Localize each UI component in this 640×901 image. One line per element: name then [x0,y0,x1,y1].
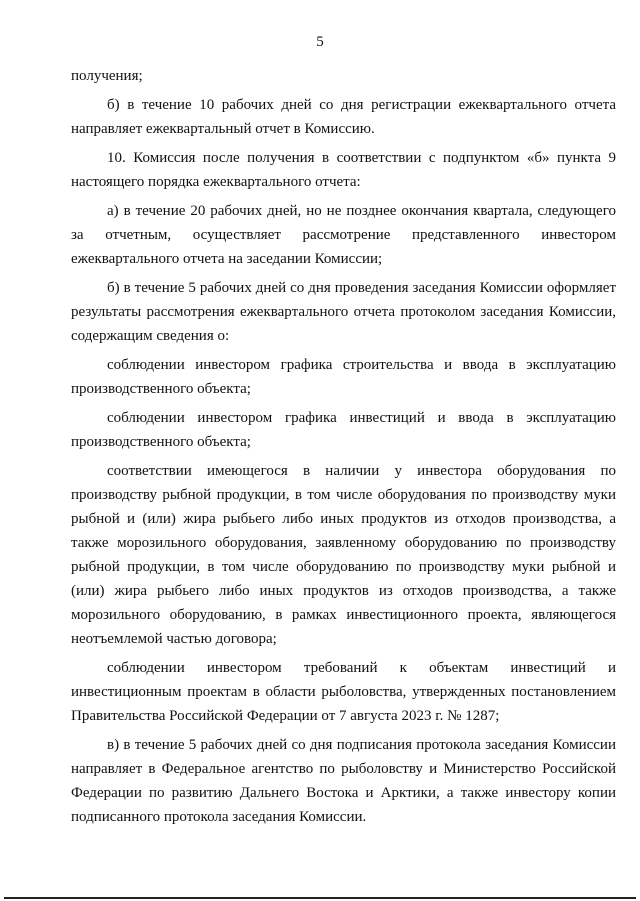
paragraph-subitem-a: а) в течение 20 рабочих дней, но не позднее окончания квартала, следующего за отчетным, осуществляет рассмотрение представленного инвестором ежеквартального отчета на заседании Комиссии; [71,203,616,267]
paragraph-item-10: 10. Комиссия после получения в соответствии с подпунктом «б» пункта 9 настоящего порядка ежеквартального отчета: [71,150,616,190]
paragraph-subitem-b-report: б) в течение 10 рабочих дней со дня регистрации ежеквартального отчета направляет ежеквартальный отчет в Комиссию. [71,97,616,137]
paragraph-continuation: получения; [71,68,143,84]
paragraph-equipment-compliance: соответствии имеющегося в наличии у инвестора оборудования по производству рыбной продукции, в том числе оборудования по производству муки рыбной и (или) жира рыбьего либо иных продуктов из отходов производства, а также морозильного оборудования, заявленному оборудованию по производству рыбной продукции, в том числе оборудованию по производству муки рыбной и (или) жира рыбьего либо иных продуктов из отходов производства, а также морозильного оборудованию, в рамках инвестиционного проекта, являющегося неотъемлемой частью договора; [71,463,616,647]
paragraph-requirements-compliance: соблюдении инвестором требований к объектам инвестиций и инвестиционным проектам в области рыболовства, утвержденных постановлением Правительства Российской Федерации от 7 августа 2023 г. № 1287; [71,660,616,724]
document-body [71,64,616,829]
paragraph-construction-schedule: соблюдении инвестором графика строительства и ввода в эксплуатацию производственного объекта; [71,357,616,397]
page-number: 5 [316,34,324,50]
paragraph-investment-schedule: соблюдении инвестором графика инвестиций и ввода в эксплуатацию производственного объекта; [71,410,616,450]
paragraph-subitem-b: б) в течение 5 рабочих дней со дня проведения заседания Комиссии оформляет результаты рассмотрения ежеквартального отчета протоколом заседания Комиссии, содержащим сведения о: [71,280,616,344]
page-bottom-edge [4,897,636,899]
paragraph-subitem-v: в) в течение 5 рабочих дней со дня подписания протокола заседания Комиссии направляет в Федеральное агентство по рыболовству и Министерство Российской Федерации по развитию Дальнего Востока и Арктики, а также инвестору копии подписанного протокола заседания Комиссии. [71,737,616,825]
